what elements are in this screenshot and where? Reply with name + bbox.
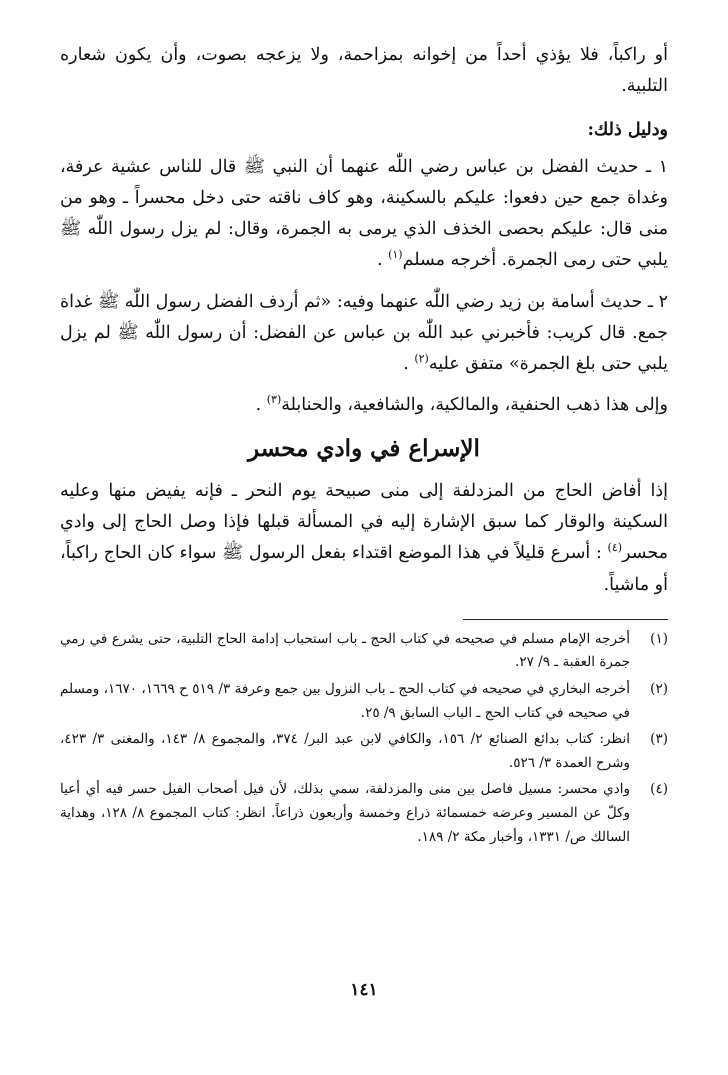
section-body-before: إذا أفاض الحاج من المزدلفة إلى منى صبيحة يوم النحر ـ فإنه يفيض منها وعليه السكينة والوقار كما سبق الإشارة إليه في المسألة قبلها فإذا وصل الحاج إلى وادي محسر	[60, 481, 668, 564]
footnote-text: أخرجه الإمام مسلم في صحيحه في كتاب الحج ـ باب استحباب إدامة الحاج التلبية، حتى يشرع في رمي جمرة العقبة ـ ٩/ ٢٧.	[60, 630, 630, 671]
intro-paragraph: أو راكباً، فلا يؤذي أحداً من إخوانه بمزاحمة، ولا يزعجه بصوت، وأن يكون شعاره التلبية.	[60, 45, 668, 97]
madhhab-end: .	[255, 395, 267, 416]
footnote-item	[60, 778, 668, 849]
footnote-text: وادي محسر: مسيل فاصل بين منى والمزدلفة، سمي بذلك، لأن فيل أصحاب الفيل حسر فيه أي أعيا وكلّ عن المسير وعرضه خمسمائة ذراع وخمسة وأربعون ذراعاً. انظر: كتاب المجموع ٨/ ١٢٨، وهداية السالك ص/ ١٣٣١، وأخبار مكة ٢/ ١٨٩.	[60, 781, 630, 845]
footnote-item	[60, 628, 668, 675]
hadith-2-text: ٢ ـ حديث أسامة بن زيد رضي اللّٰه عنهما وفيه: «ثم أردف الفضل رسول اللّٰه ﷺ غداة جمع. قال كريب: فأخبرني عبد اللّٰه بن عباس عن الفضل: أن رسول اللّٰه ﷺ لم يزل يلبي حتى بلغ الجمرة» متفق عليه	[60, 291, 668, 374]
footnote-number: (٣)	[650, 731, 668, 748]
footnote-ref-4[interactable]: (٤)	[607, 541, 623, 555]
footnote-text: انظر: كتاب بدائع الصنائع ٢/ ١٥٦، والكافي لابن عبد البر/ ٣٧٤، والمجموع ٨/ ١٤٣، والمغنى ٣/ ٤٢٣، وشرح العمدة ٣/ ٥٢٦.	[60, 731, 631, 771]
hadith-2-paragraph	[60, 287, 668, 380]
footnote-number: (٤)	[650, 781, 668, 798]
footnote-item	[60, 678, 668, 725]
footnote-item	[60, 728, 668, 775]
page-content	[60, 40, 668, 852]
hadith-1-paragraph	[60, 152, 668, 277]
footnote-number: (١)	[650, 630, 668, 647]
section-title: الإسراع في وادي محسر	[248, 435, 480, 463]
hadith-1-end: .	[376, 250, 389, 271]
footnote-number: (٢)	[650, 680, 668, 697]
footnote-divider	[463, 619, 668, 620]
footnote-ref-1[interactable]: (١)	[388, 248, 403, 262]
hadith-1-text: ١ ـ حديث الفضل بن عباس رضي اللّٰه عنهما أن النبي ﷺ قال للناس عشية عرفة، وغداة جمع حين دفعوا: عليكم بالسكينة، وهو كاف ناقته حتى دخل محسراً ـ وهو من منى قال: عليكم بحصى الخذف الذي يرمى به الجمرة، وقال: لم يزل رسول اللّٰه ﷺ يلبي حتى رمى الجمرة. أخرجه مسلم	[60, 157, 668, 271]
section-body-paragraph	[60, 476, 668, 601]
section-body-after: : أسرع قليلاً في هذا الموضع اقتداء بفعل الرسول ﷺ سواء كان الحاج راكباً، أو ماشياً.	[60, 543, 668, 595]
page-number: ١٤١	[350, 980, 378, 1000]
madhhab-text: وإلى هذا ذهب الحنفية، والمالكية، والشافعية، والحنابلة	[281, 395, 668, 416]
footnote-ref-3[interactable]: (٣)	[266, 393, 282, 407]
footnote-ref-2[interactable]: (٢)	[414, 352, 429, 366]
evidence-heading: ودليل ذلك:	[587, 120, 668, 141]
footnote-text: أخرجه البخاري في صحيحه في كتاب الحج ـ باب النزول بين جمع وعرفة ٣/ ٥١٩ ح ١٦٦٩، ١٦٧٠، ومسلم في صحيحه في كتاب الحج ـ الباب السابق ٩/ ٢٥.	[60, 680, 630, 721]
madhhab-paragraph	[60, 390, 668, 421]
hadith-2-end: .	[403, 353, 415, 374]
